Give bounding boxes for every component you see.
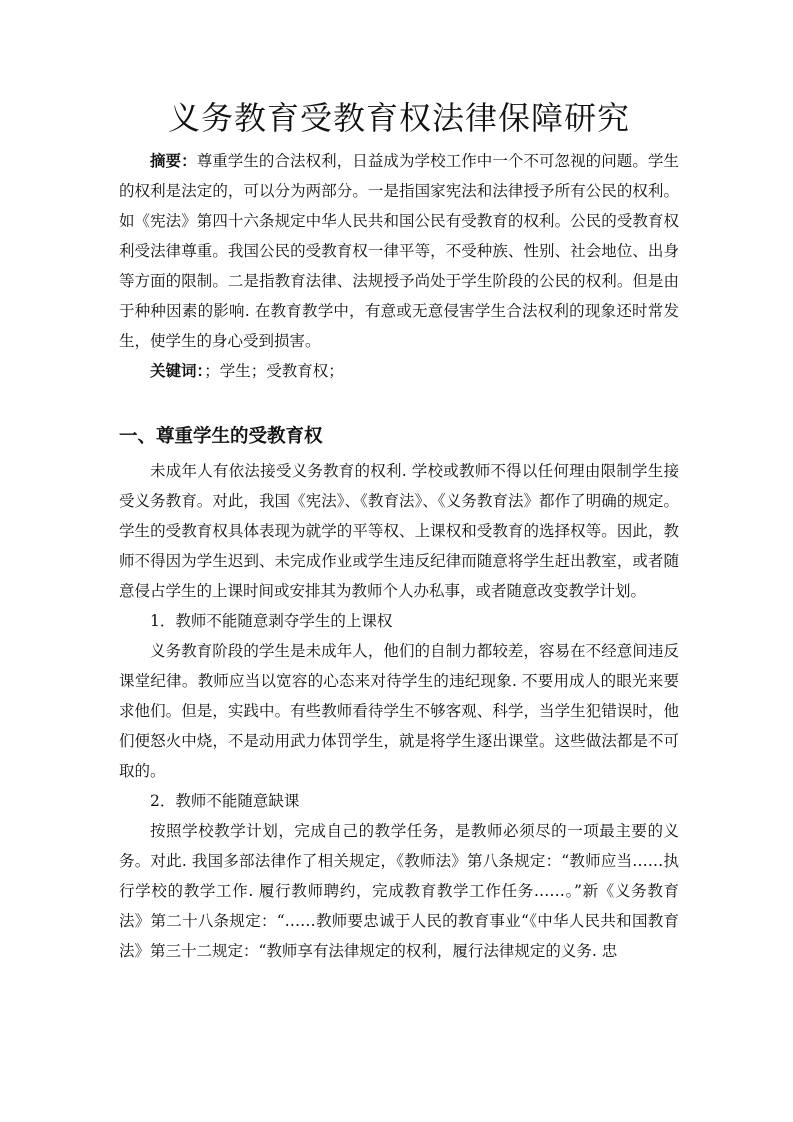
subsection-2-text: 按照学校教学计划，完成自己的教学任务，是教师必须尽的一项最主要的义务。对此. 我国多部法律作了相关规定，《教师法》第八条规定：“教师应当……执行学校的教学工作. 履行教师聘约，完成教育教学工作任务……。”新《义务教育法》第二十八条规定：“……教师要忠诚于人民的教育事业“《中华人民共和国教育法》第三十二规定：“教师享有法律规定的权利，履行法律规定的义务. 忠 bbox=[119, 822, 679, 960]
section-heading-1: 一、尊重学生的受教育权 bbox=[119, 426, 323, 447]
abstract-label: 摘要： bbox=[150, 151, 197, 170]
subsection-heading-2: 2．教师不能随意缺课 bbox=[150, 792, 300, 810]
abstract-paragraph bbox=[119, 146, 679, 356]
keywords-paragraph bbox=[119, 356, 679, 386]
subsection-1-text: 义务教育阶段的学生是未成年人，他们的自制力都较差，容易在不经意间违反课堂纪律。教师应当以宽容的心态来对待学生的违纪现象. 不要用成人的眼光来要求他们。但是，实践中。有些教师看待学生不够客观、科学，当学生犯错误时，他们便怒火中烧，不是动用武力体罚学生，就是将学生逐出课堂。这些做法都是不可取的。 bbox=[119, 642, 679, 780]
keywords-label: 关键词： bbox=[150, 361, 205, 380]
document-title: 义务教育受教育权法律保障研究 bbox=[167, 99, 630, 137]
abstract-text: 尊重学生的合法权利，日益成为学校工作中一个不可忽视的问题。学生的权利是法定的，可以分为两部分。一是指国家宪法和法律授予所有公民的权利。如《宪法》第四十六条规定中华人民共和国公民有受教育的权利。公民的受教育权利受法律尊重。我国公民的受教育权一律平等，不受种族、性别、社会地位、出身等方面的限制。二是指教育法律、法规授予尚处于学生阶段的公民的权利。但是由于种种因素的影响. 在教育教学中，有意或无意侵害学生合法权利的现象还时常发生，使学生的身心受到损害。 bbox=[119, 152, 679, 350]
section-1-intro: 未成年人有依法接受义务教育的权利. 学校或教师不得以任何理由限制学生接受义务教育。对此，我国《宪法》、《教育法》、《义务教育法》都作了明确的规定。学生的受教育权具体表现为就学的平等权、上课权和受教育的选择权等。因此，教师不得因为学生迟到、未完成作业或学生违反纪律而随意将学生赶出教室，或者随意侵占学生的上课时间或安排其为教师个人办私事，或者随意改变教学计划。 bbox=[119, 462, 679, 600]
keywords-text: ；学生；受教育权； bbox=[204, 362, 344, 380]
subsection-heading-1: 1．教师不能随意剥夺学生的上课权 bbox=[150, 612, 393, 630]
document-content bbox=[119, 96, 679, 966]
